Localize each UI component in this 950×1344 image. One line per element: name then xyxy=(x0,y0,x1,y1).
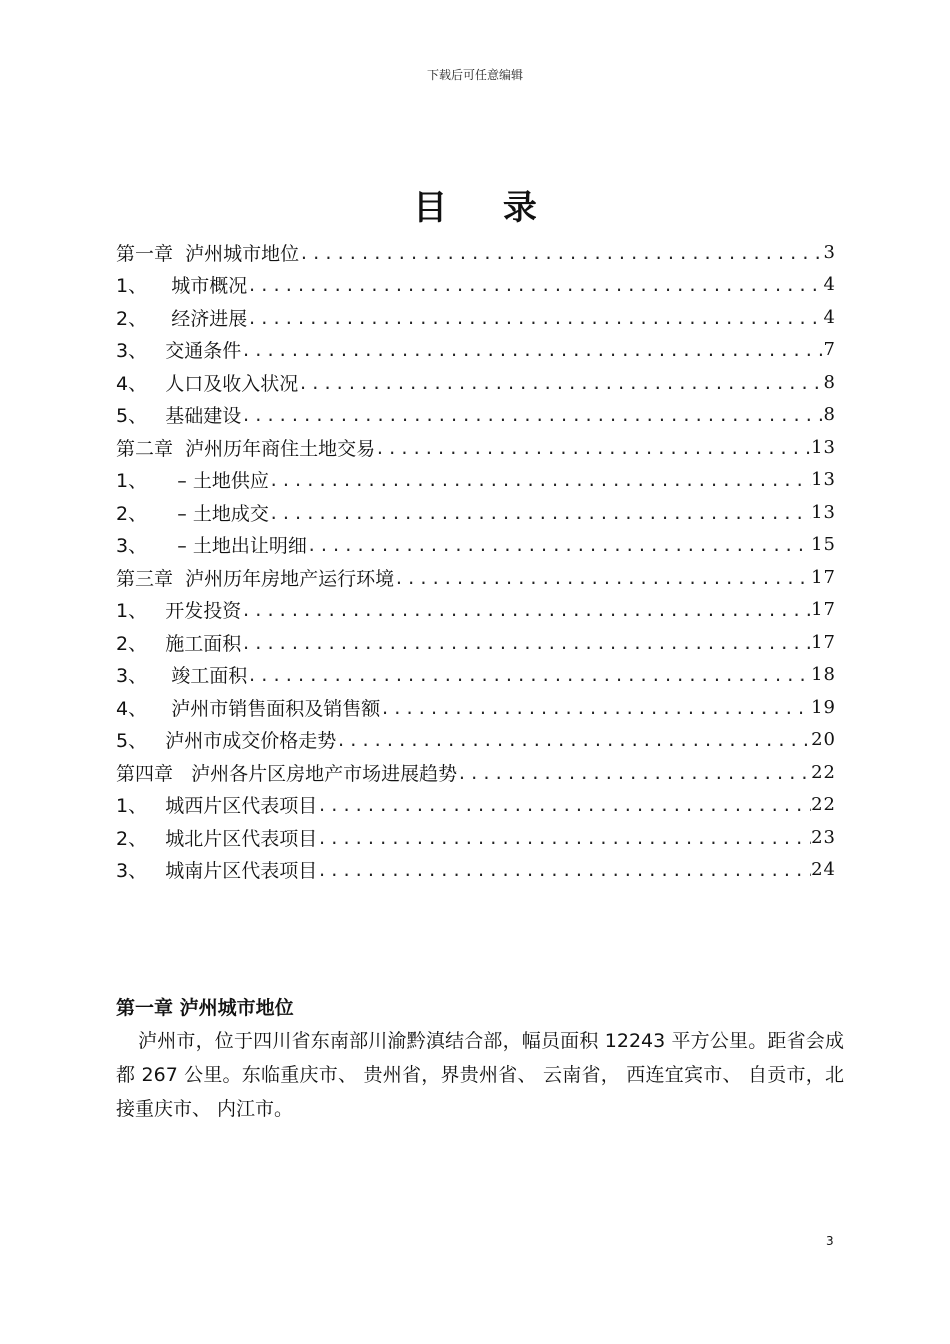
toc-entry-gap xyxy=(173,763,191,785)
toc-entry-number: 第三章 xyxy=(116,567,174,590)
toc-entry-page: 20 xyxy=(811,729,836,751)
toc-dot-leader xyxy=(317,794,811,815)
toc-entry[interactable] xyxy=(116,789,836,822)
toc-entry-text: 城市概况 xyxy=(171,275,248,298)
toc-entry-text: 泸州历年商住土地交易 xyxy=(185,437,376,460)
toc-entry-label xyxy=(116,596,241,623)
toc-entry-gap xyxy=(147,600,165,622)
toc-dot-leader xyxy=(317,827,811,848)
toc-entry-page: 8 xyxy=(823,404,836,426)
toc-entry-text: 泸州市成交价格走势 xyxy=(165,730,337,753)
toc-entry-text: 交通条件 xyxy=(165,340,242,363)
toc-entry-label xyxy=(116,564,394,591)
toc-dot-leader xyxy=(269,502,811,523)
toc-entry[interactable] xyxy=(116,529,836,562)
toc-entry-text: – 土地供应 xyxy=(177,470,269,493)
toc-entry-gap xyxy=(147,860,165,882)
toc-dot-leader xyxy=(394,567,811,588)
toc-dot-leader xyxy=(307,534,811,555)
toc-entry[interactable] xyxy=(116,366,836,399)
toc-entry-label xyxy=(116,531,307,558)
table-of-contents xyxy=(116,236,836,886)
toc-entry-text: – 土地出让明细 xyxy=(177,535,307,558)
toc-dot-leader xyxy=(380,697,811,718)
toc-dot-leader xyxy=(317,859,811,880)
toc-entry-page: 17 xyxy=(811,631,836,653)
toc-entry[interactable] xyxy=(116,659,836,692)
toc-entry-gap xyxy=(147,795,165,817)
toc-dot-leader xyxy=(336,729,811,750)
toc-entry[interactable] xyxy=(116,496,836,529)
toc-dot-leader xyxy=(457,762,811,783)
toc-entry[interactable] xyxy=(116,756,836,789)
toc-entry-label xyxy=(116,401,241,428)
toc-entry-gap xyxy=(147,275,171,297)
toc-entry-number: 4、 xyxy=(116,372,148,395)
toc-entry[interactable] xyxy=(116,821,836,854)
body-paragraph: 泸州市，位于四川省东南部川渝黔滇结合部，幅员面积 12243 平方公里。距省会成都 267 公里。东临重庆市、 贵州省，界贵州省、 云南省， 西连宜宾市、 自贡市，北接重庆市、 内江市。 xyxy=(116,1030,844,1120)
toc-entry-text: 人口及收入状况 xyxy=(165,372,299,395)
toc-entry-gap xyxy=(173,243,185,265)
toc-entry[interactable] xyxy=(116,236,836,269)
toc-entry-gap xyxy=(147,470,177,492)
toc-dot-leader xyxy=(241,599,811,620)
toc-entry-gap xyxy=(147,340,165,362)
toc-entry[interactable] xyxy=(116,854,836,887)
toc-entry-page: 17 xyxy=(811,566,836,588)
toc-entry-label xyxy=(116,726,336,753)
toc-entry-gap xyxy=(173,438,185,460)
toc-entry-number: 4、 xyxy=(116,697,148,720)
toc-dot-leader xyxy=(299,242,823,263)
toc-entry-number: 1、 xyxy=(116,470,148,493)
toc-entry[interactable] xyxy=(116,724,836,757)
toc-entry-number: 2、 xyxy=(116,307,148,330)
toc-entry-gap xyxy=(147,730,165,752)
toc-entry-number: 3、 xyxy=(116,665,148,688)
toc-entry[interactable] xyxy=(116,399,836,432)
toc-entry-text: 经济进展 xyxy=(171,307,248,330)
toc-entry[interactable] xyxy=(116,464,836,497)
toc-entry-label xyxy=(116,694,380,721)
toc-entry-text: 城北片区代表项目 xyxy=(165,827,318,850)
toc-dot-leader xyxy=(247,664,811,685)
toc-entry-gap xyxy=(147,665,171,687)
toc-entry-number: 2、 xyxy=(116,632,148,655)
toc-entry[interactable] xyxy=(116,301,836,334)
toc-entry-label xyxy=(116,791,317,818)
toc-entry-gap xyxy=(147,373,165,395)
toc-entry-page: 22 xyxy=(811,761,836,783)
toc-dot-leader xyxy=(375,437,811,458)
toc-entry-gap xyxy=(147,633,165,655)
toc-entry-page: 3 xyxy=(823,241,836,263)
toc-entry-label xyxy=(116,759,457,786)
toc-entry-number: 1、 xyxy=(116,795,148,818)
toc-entry-text: 泸州城市地位 xyxy=(185,242,300,265)
toc-entry-label xyxy=(116,629,241,656)
toc-entry-label xyxy=(116,824,317,851)
toc-entry-text: 开发投资 xyxy=(165,600,242,623)
toc-entry-label xyxy=(116,336,241,363)
page-number: 3 xyxy=(826,1234,834,1248)
toc-entry-page: 4 xyxy=(823,306,836,328)
toc-entry[interactable] xyxy=(116,431,836,464)
toc-entry-text: 泸州历年房地产运行环境 xyxy=(185,567,395,590)
toc-dot-leader xyxy=(269,469,811,490)
toc-entry-text: – 土地成交 xyxy=(177,502,269,525)
toc-entry[interactable] xyxy=(116,561,836,594)
toc-dot-leader xyxy=(298,372,823,393)
toc-entry-number: 2、 xyxy=(116,827,148,850)
toc-entry-page: 13 xyxy=(811,469,836,491)
toc-entry-label xyxy=(116,499,269,526)
toc-entry-gap xyxy=(147,308,171,330)
toc-entry[interactable] xyxy=(116,691,836,724)
toc-entry-number: 5、 xyxy=(116,405,148,428)
toc-entry-text: 泸州各片区房地产市场进展趋势 xyxy=(191,762,458,785)
toc-entry-gap xyxy=(147,405,165,427)
toc-entry-gap xyxy=(147,535,177,557)
toc-entry[interactable] xyxy=(116,626,836,659)
toc-entry-label xyxy=(116,661,247,688)
toc-entry-page: 13 xyxy=(811,501,836,523)
toc-entry-page: 13 xyxy=(811,436,836,458)
toc-entry-text: 竣工面积 xyxy=(171,665,248,688)
toc-entry-label xyxy=(116,434,375,461)
toc-entry-label xyxy=(116,466,269,493)
toc-entry-number: 5、 xyxy=(116,730,148,753)
toc-entry-gap xyxy=(147,698,171,720)
toc-entry-gap xyxy=(173,568,185,590)
toc-entry-text: 基础建设 xyxy=(165,405,242,428)
toc-entry-label xyxy=(116,239,299,266)
toc-entry-text: 城西片区代表项目 xyxy=(165,795,318,818)
toc-entry-text: 施工面积 xyxy=(165,632,242,655)
toc-entry-number: 2、 xyxy=(116,502,148,525)
toc-entry-text: 城南片区代表项目 xyxy=(165,860,318,883)
toc-dot-leader xyxy=(241,339,823,360)
toc-entry-number: 1、 xyxy=(116,275,148,298)
toc-entry-number: 第四章 xyxy=(116,762,174,785)
toc-entry-gap xyxy=(147,503,177,525)
toc-entry-page: 8 xyxy=(823,371,836,393)
toc-title: 目 录 xyxy=(413,188,559,228)
toc-entry-page: 17 xyxy=(811,599,836,621)
toc-dot-leader xyxy=(247,307,823,328)
toc-entry-page: 18 xyxy=(811,664,836,686)
toc-entry-page: 4 xyxy=(823,274,836,296)
toc-entry-number: 3、 xyxy=(116,535,148,558)
header-note: 下载后可任意编辑 xyxy=(426,68,523,82)
toc-dot-leader xyxy=(247,274,823,295)
toc-entry-text: 泸州市销售面积及销售额 xyxy=(171,697,381,720)
toc-entry[interactable] xyxy=(116,334,836,367)
toc-entry-number: 3、 xyxy=(116,860,148,883)
toc-entry-number: 3、 xyxy=(116,340,148,363)
toc-entry-label xyxy=(116,304,247,331)
toc-entry[interactable] xyxy=(116,269,836,302)
toc-entry-label xyxy=(116,271,247,298)
toc-entry-number: 第二章 xyxy=(116,437,174,460)
toc-entry-number: 1、 xyxy=(116,600,148,623)
toc-dot-leader xyxy=(241,632,811,653)
toc-entry-gap xyxy=(147,828,165,850)
toc-entry-page: 24 xyxy=(811,859,836,881)
toc-entry-page: 19 xyxy=(811,696,836,718)
toc-entry-page: 15 xyxy=(811,534,836,556)
section-heading: 第一章 泸州城市地位 xyxy=(116,997,294,1019)
toc-entry-number: 第一章 xyxy=(116,242,174,265)
toc-entry-label xyxy=(116,856,317,883)
toc-entry-label xyxy=(116,369,298,396)
toc-dot-leader xyxy=(241,404,823,425)
toc-entry-page: 22 xyxy=(811,794,836,816)
toc-entry-page: 7 xyxy=(823,339,836,361)
toc-entry-page: 23 xyxy=(811,826,836,848)
toc-entry[interactable] xyxy=(116,594,836,627)
